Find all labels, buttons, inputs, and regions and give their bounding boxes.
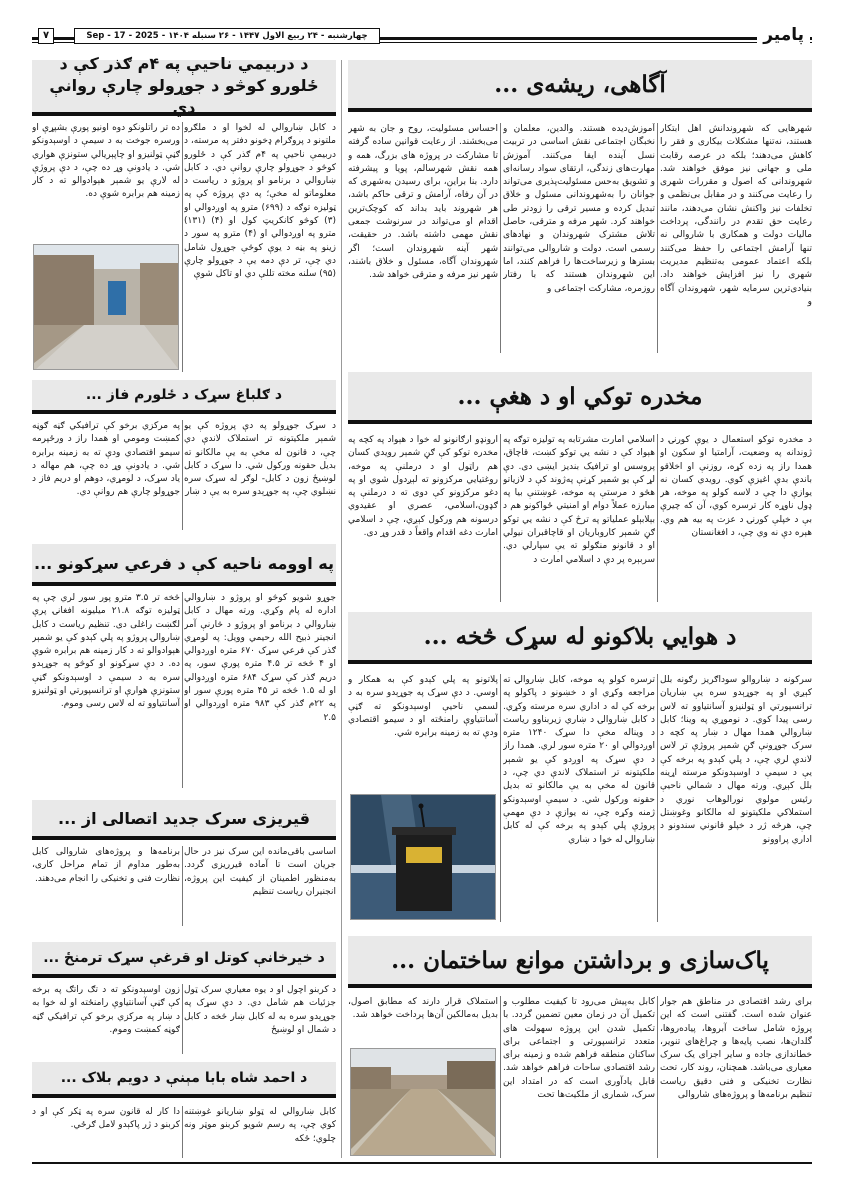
article-title-gulbagh: د ګلباغ سړک د ځلورم فاز ... (32, 380, 336, 414)
article-balconies-col1: سرکونه د ښاروالو سوداګریز رګونه بلل کېږي او په جوړېدو سره یې ښاريان ترانسپورتي او ټولنيزو آسانتياوو ته لاس رسی پیدا کوي. د نوموړي په وینا؛ کابل ښاروالي همدا مهال د ښار په کچه د سرک جوړونې ګڼ شمېر پروژې تر لاس لاندې لري چې، د پلي کېدو په برخه کې یې د سیمې د اوسېدونکو مرسته اړينه بلل کېږي. ورته مهال د شمالي ناحیې رئیس مولوي نورالوهاب نوري د استملاکي ملکیتونو له مالکانو وغوښتل چې، هرڅه ژر د خپلو قانوني سندونو د اداري پراوونو (660, 675, 812, 845)
article-cleanup-col3: استملاک قرار دارند که مطابق اصول، بدیل به‌مالکین آن‌ها پرداخت خواهد شد. (348, 997, 498, 1021)
podium-photo (350, 794, 496, 920)
page-number: ۷ (38, 28, 54, 44)
article-gravel-col2: برنامه‌ها و پروژه‌های شاروالی کابل به‌طور مداوم از تمام مراحل کاری، نظارت فنی و تخنیکی را انجام می‌دهند. (32, 847, 180, 884)
masthead: پامیر (757, 22, 810, 48)
article-title-darbimi: د دربیمي ناحیې په ۴م ګذر کې د ځلورو کوڅو د جوړولو چارې روانې دي (32, 60, 336, 116)
article-kotal-col1: د کربنو اچول او د یوه معیاري سرک ټول جزئیات هم شامل دي. د دې سړک په جوړېدو سره به له کابل ښار څخه د کابل د شمال او لوښیځ (184, 985, 336, 1035)
article-balconies-col3: پلاتونو په پلي کېدو کې به همکار و اوسي. د دې سړک په جوړېدو سره به د لسمې ناحیې اوسېدونکو ته ګڼې آسانتیاوې رامنځته او د سیمو اقتصادي ودې ته به زمینه برابره شي. (348, 675, 498, 739)
article-awareness-col3: احساس مسئولیت، روح و جان به شهر می‌بخشند. از رعایت قوانین ساده گرفته تا مشارکت در پروژه های بزرگ، همه و همه نقش شهرسالم، پویا و پیشرفته دارد. بنا براین، برای رسیدن به‌شهری که در آن رفاه، آرامش و ترقی حاکم باشد، هر شهروند باید بداند که کوچک‌ترین اقدام او می‌تواند در سرنوشت جمعی نقش مهمی داشته باشد. در حقیقت، شهر آینه شهروندان است؛ اگر شهروندان آگاه، مسئول و خلاق باشند، شهر نیز مرفه و مترقی خواهد شد. (348, 124, 498, 281)
article-title-awareness: آگاهی، ریشه‌ی ... (348, 60, 812, 112)
article-ahmadshah-col1: کابل ښاروالي له ټولو ښاریانو غوښتنه کوي چې، په رسم شویو کربنو موټر ونه چلوي؛ ځکه (184, 1107, 336, 1144)
article-gravel-col1: اساسی باقی‌مانده این سرک نیز در حال جریان است تا آماده قیرریزی گردد. به‌منظور اطمینان از کیفیت این پروژه، انجنیران ریاست تنظیم (184, 847, 336, 897)
article-darbimi-col2: ده تر راتلونکو دوه اونیو پورې بشپړې او ورسره جوخت به د سیمې د اوسېدونکو ګڼې ټولنیزو او چاپېریالي ستونزې هواري شي. د یادونې وړ ده چې، د دې پروژې له لارې یو شمېر هېوادوالو ته د کار زمینه هم برابره شوې ده. (32, 123, 180, 200)
article-darbimi-col1: د کابل ښاروالي له لخوا او د ملګرو ملتونو د پروګرام ډخونو دفتر په مرسته، د دربیمې ناحیې په ۴م ګذر کې د ځلورو کوڅو د جوړولو چارې روانې دي. د کابل ښاروالي د برنامو او پروژو د ریاست د معلوماتو له مخې؛ په دې پروژه کې په ټولیزه توګه د (۶۹۹) مترو په اوږدوالي او (۳) کوڅو کانکریټ کول او (۴) (۱۳۱) مترو په اوږدوالي او (۴) مترو په سور د زینو په بڼه د یوې کوڅې جوړول شامل دي چې، تر دې دمه یې د جوړولو چارې (۹۵) سلنه مخته تللې دي او تاکل شوې (184, 123, 336, 280)
column-rule (500, 996, 501, 1158)
column-rule (657, 123, 658, 353)
article-title-balconies: د هوایي بلاکونو له سړک څخه ... (348, 612, 812, 664)
column-rule (500, 434, 501, 602)
article-awareness-col2: آموزش‌دیده هستند. والدین، معلمان و نخبگان اجتماعی نقش اساسی در تربیت نسل آینده ایفا می‌کنند. آموزش مهارت‌های زندگی، ارتقای سواد رسانه‌ای و تشویق به‌حس مسئولیت‌پذیری می‌تواند جوانان را به‌شهروندانی مسئول و خلاق تبدیل کرده و مسیر ترقی را زودتر طی خواهند کرد. شهر مرفه و مترقی، حاصل تلاش مشترک شهروندان و نهادهای رسمی است. دولت و شاروالی می‌توانند بسترها و زیرساخت‌ها را فراهم کنند، اما این شهروندان هستند که با رفتار روزمره، مشارکت اجتماعی و (503, 124, 655, 294)
article-title-drugs: مخدره توکي او د هغې ... (348, 372, 812, 424)
article-cleanup-col1: برای رشد اقتصادی در مناطق هم جوار عنوان شده است. گفتنی است که این پروژه شامل ساخت آبروها، پیاده‌روها، گلدان‌ها، نصب پایه‌ها و چراغ‌های تنویر، خطاندازی جاده و سایر اجزای یک سرک معیاری می‌باشد. همچنان، روند کار، تحت نظارت تخنیکی و فنی دقیق ریاست تنظیم برنامه‌ها و پروژه‌های شاروالی (660, 997, 812, 1101)
article-drugs-col3: ارونډو ارګانونو له خوا د هېواد په کچه په مخدره توکو کې ګڼ شمېر رويدي کسان هم راټول او د درملنې په موخه، روغتیایي مرکزونو ته لېږدول شوي او په دغو مرکزونو کې دوی ته د درملنې په ګډون،اسلامي، عصري او عقیدوي درسونه هم ورکول کېږي، چې د اسلامي امارت دغه اقدام واقعاً د قدر وړ دی. (348, 435, 498, 539)
article-title-cleanup: پاک‌سازی و برداشتن موانع ساختمان ... (348, 936, 812, 988)
column-rule (182, 592, 183, 788)
article-balconies-col2: ترسره کولو په موخه، کابل ښاروالۍ ته مراجعه وکړي او د خښونو د پاکولو په برخه کې له د اداري سره مرسته وکړي. د کابل ښاروالۍ د ښاري زیربناوو ریاست د ویناله مخې دا سړک ۱۲۴۰ متره اوږدوالي او ۲۰ متره سور لري. همدا راز د دې سړک په اوږدو کې یو شمېر ملکیتونه تر استملاک لاندې دي چې، د قانون له مخې به یې مالکانو ته بدیل حقونه ورکول شي. د سیمې اوسېدونکو ژمنه وکړه چې، نه یوازې د دې مهمې پروژې پلي کېدو په برخه کې له کابل ښاروالۍ له خوا د ښاري (503, 675, 655, 845)
dirt-road-photo (350, 1048, 496, 1156)
column-rule (657, 434, 658, 602)
column-rule (182, 984, 183, 1054)
date-line: چهارشنبه - ۲۴ ربیع الاول ۱۴۴۷ - ۲۶ سنبله ۱۴۰۴ - 2025 - 17 - Sep (74, 28, 380, 44)
article-drugs-col1: د مخدره توکو استعمال د یوې کورنۍ د ژوندانه په وضعیت، آرامتیا او سکون او همدا راز په زده کړه، روزنې او اخلاقو باندې بدې اغیزې کوي. رویدي کسان نه یوازې دا چې د لاسه کولو په موخه، هر ډول ناوړه کار ترسره کوي، آن که چیرې بې د خپلې کورنۍ د عزت په بیه هم وي. هېره دې نه وي چې، د افغانستان (660, 435, 812, 539)
article-awareness-col1: شهرهایی که شهروندانش اهل ابتکار هستند، نه‌تنها مشکلات بیکاری و فقر را کاهش می‌دهند؛ بلکه در عرصه رقابت ملی و جهانی نیز موفق خواهند شد. شهروندانی که اصول و مقررات شهری را رعایت می‌کنند و در مقابل بی‌نظمی و تخلفات نیز واکنش نشان می‌دهند، مانند رعایت حق تقدم در رانندگی، پرداخت مالیات دولت و همکاری با شاروالی نه تنها آرامش اجتماعی را حفظ می‌کنند بلکه اعتماد عمومی به‌تنظیم مدیریت شهری را نیز افزایش خواهند داد. بنیادی‌ترین سرمایه شهر، شهروندان آگاه و (660, 124, 812, 307)
column-rule (500, 123, 501, 353)
column-rule (182, 1106, 183, 1158)
article-title-branch-roads: په اوومه ناحیه کې د فرعي سړکونو ... (32, 544, 336, 586)
page-column-divider (341, 60, 342, 1158)
article-branch-roads-col1: جوړو شویو کوڅو او پروژو د ښاروالي اداره له پام وکړي. ورته مهال د کابل ښاروالي د برنامو او پروژو د څارنې آمر انجینر ذبیح الله رحیمي وویل: په لومړي ګذر کې فرعي سړک ۶۷۰ متره اوږدوالي او ۴ څخه تر ۴.۵ متره پورې سور، په دریم ګذر کې سړک ۶۸۴ متره اوږدوالي او له ۱.۵ څخه تر ۴۵ متره پورې سور او په ۲۲م ګذر کې ۹۸۳ متره اوږدوالي او ۲.۵ (184, 593, 336, 723)
article-title-kotal: د خیرخانې کوتل او قرغې سړک ترمنځ ... (32, 942, 336, 978)
article-title-ahmadshah: د احمد شاه بابا مېنې د دویم بلاک ... (32, 1062, 336, 1098)
article-gulbagh-col2: په مرکزي برخو کې ترافيکي ګڼه ګوڼه کمښت ومومي او همدا راز د ورځپرمه سیمو اقتصادي ودې ته به زمینه برابره شي. د یادونې وړ ده چې، هم مهاله د یاد سړک، د لومړي، دوهم او دریم فاز د جوړولو چارې هم روانې دي. (32, 421, 180, 498)
column-rule (182, 846, 183, 926)
alley-construction-photo (33, 244, 179, 370)
column-rule (182, 420, 183, 530)
article-kotal-col2: زون اوسېدونکو ته د تګ راتګ په برخه کې ګڼې آسانتیاوې رامنځته او له خوا به د ښار په مرکزي برخو کې ترافیکي ګڼه ګوڼه کمښت وموم. (32, 985, 180, 1035)
article-gulbagh-col1: د سړک جوړولو په دې پروژه کې یو شمېر ملکیتونه تر استملاک لاندې دي چې، د قانون له مخې به یې مالکانو ته بدیل حقونه ورکول شي. دا سړک د کابل لوښیځ زون د کابل- لوګر له سړک سره نښلوي چې، په جوړېدو سره به یې د ښار (184, 421, 336, 498)
article-title-gravel: قیریزی سرک جدید اتصالی از ... (32, 800, 336, 840)
column-rule (182, 122, 183, 372)
article-branch-roads-col2: څخه تر ۳.۵ مترو پور سور لري چې په ټولیزه توګه ۲۱.۸ میلیونه افغانۍ پرې لګښت راغلی دی. تنظیم ریاست د کابل ښاروالۍ پروژو په پلي کېدو کې یو شمېر هېوادوالو ته د کار زمینه هم برابره شوې ده. د دې سړکونو او کوڅو په جوړېدو سره به د سیمې د اوسېدونکو ګڼې ستونزې هوارې او ترانسپورتي او ټولنیزو آسانتیاوو ته له لاس رسی وموم. (32, 593, 180, 710)
article-ahmadshah-col2: دا کار له قانون سره په ټکر کې او د کربنو د ژر پاکېدو لامل ګرځي. (32, 1107, 180, 1131)
column-rule (657, 996, 658, 1158)
column-rule (657, 674, 658, 922)
article-drugs-col2: اسلامي امارت مشرتابه په تولیزه توګه په هېواد کې د نشه یي توکو کښت، قاچاق، پروسس او ترافیک بندیز ایښی دی. دې لړ کې یو شمېر کړنې په‌ژوند کې د لازیاتو هڅو د مرستې په موخه، غوښتنې بیا په مبارزه عملاً دوام او امنیتي ځواکونو هم د بېلابېلو عملیاتو په ترڅ کې د نشه یي توکو ګڼ شمېر کاروباریان او قاچاقبران نیولي او د قانونو منګولو ته یې سپارلي دي. سربېره پر دې د اسلامي امارت د (503, 435, 655, 565)
article-cleanup-col2: کابل به‌پیش می‌رود تا کیفیت مطلوب و تکمیل آن در زمان معین تضمین گردد. با تکمیل شدن این پروژه سهولت های متعدد ترانسپورتی و اجتماعی برای ساکنان منطقه فراهم شده و زمینه برای رشد اقتصادی ساحات فراهم خواهد شد. قابل یادآوری است که در امتداد این سرک، شماری از ملکیت‌ها تحت (503, 997, 655, 1101)
footer-rule (32, 1162, 812, 1164)
column-rule (500, 674, 501, 922)
